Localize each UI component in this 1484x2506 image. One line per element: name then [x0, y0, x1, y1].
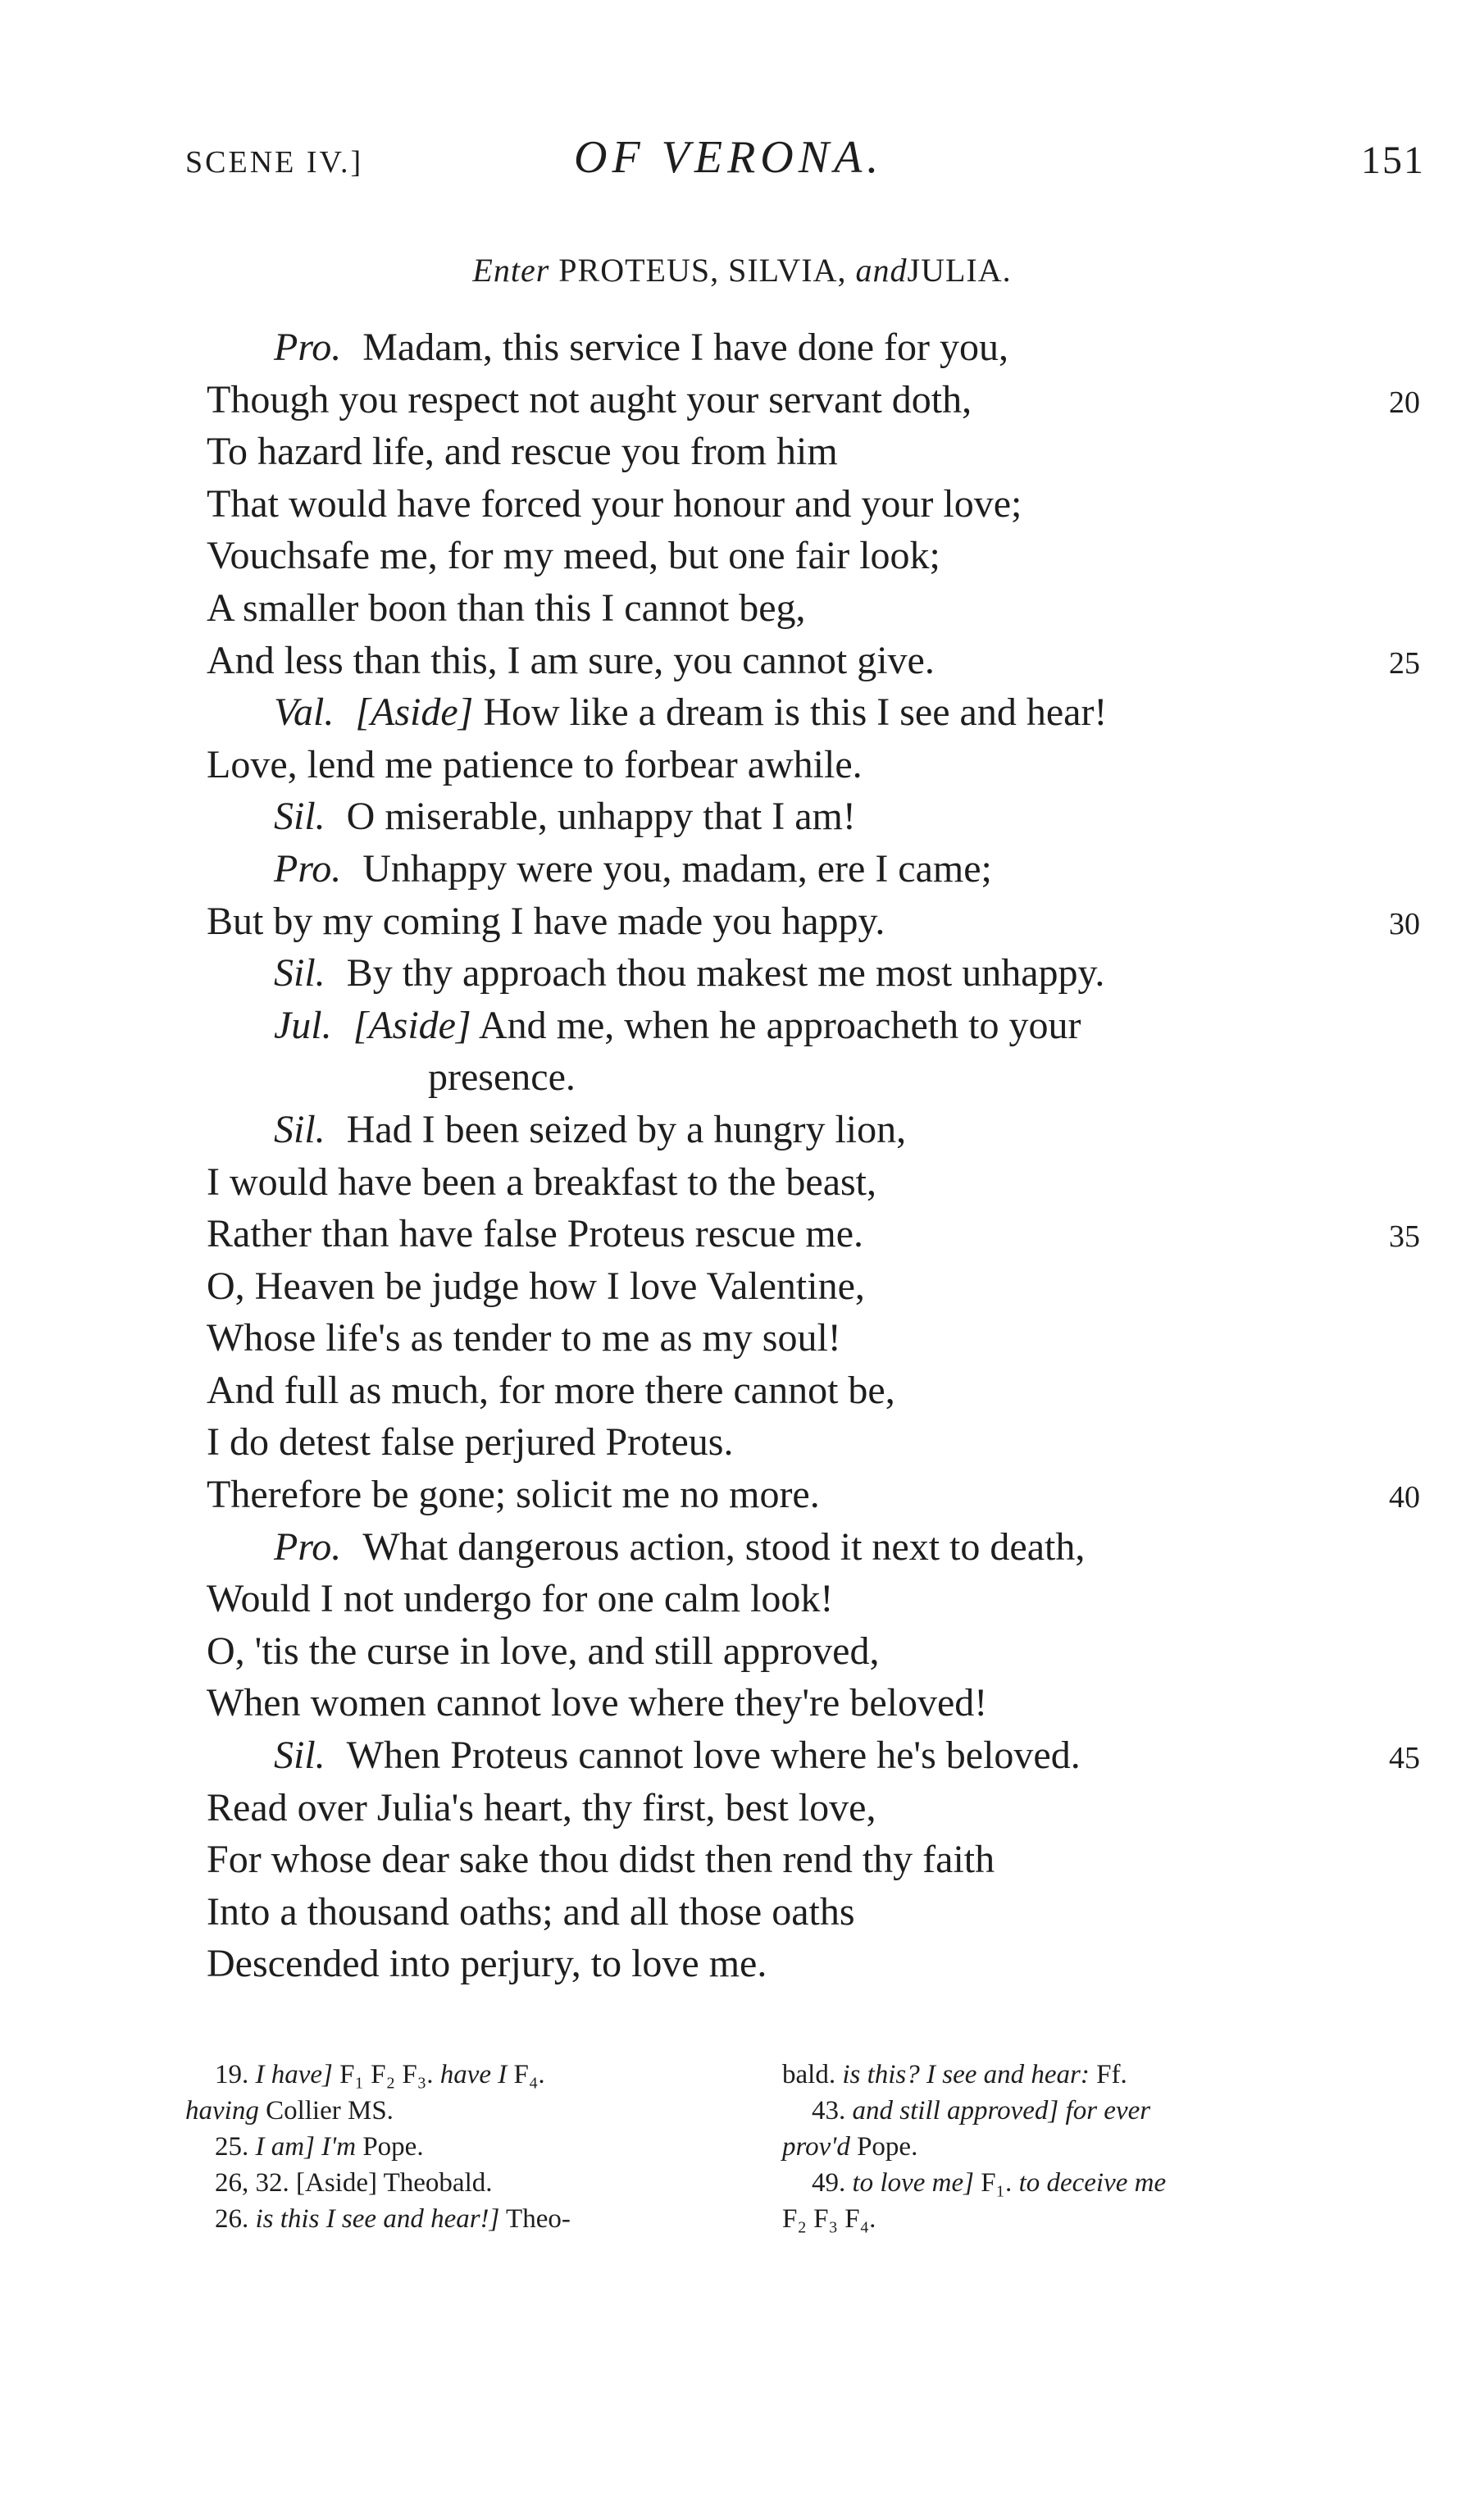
- stage-names: PROTEUS, SILVIA,: [558, 252, 847, 289]
- note-text: F₂ F₃ F₄.: [782, 2204, 876, 2234]
- verse-line: [207, 321, 1420, 374]
- verse-line: [207, 1416, 1420, 1469]
- verse-line: [207, 1156, 1420, 1209]
- note-number: 26.: [215, 2204, 249, 2234]
- verse-line: [207, 582, 1420, 635]
- note-line: [185, 2165, 751, 2201]
- speaker-name: Sil.: [274, 951, 325, 996]
- aside-direction: [Aside]: [353, 1003, 471, 1047]
- line-number: 40: [1389, 1480, 1420, 1515]
- verse-line: [207, 1000, 1420, 1052]
- line-text: When women cannot love where they're beloved!: [207, 1681, 988, 1725]
- speaker-name: Sil.: [274, 1734, 325, 1778]
- line-text: Though you respect not aught your servant doth,: [207, 377, 972, 421]
- line-text: Had I been seized by a hungry lion,: [346, 1107, 907, 1151]
- verse-line: [207, 374, 1420, 426]
- line-text: I do detest false perjured Proteus.: [207, 1420, 734, 1465]
- note-number: 49.: [812, 2168, 846, 2198]
- line-text: But by my coming I have made you happy.: [207, 899, 885, 943]
- note-italic: to deceive me: [1018, 2168, 1167, 2198]
- verse-line: [207, 1834, 1420, 1886]
- note-line: [782, 2129, 1348, 2165]
- note-text: [Aside] Theobald.: [296, 2168, 493, 2198]
- line-text: Love, lend me patience to forbear awhile.: [207, 742, 863, 786]
- note-line: [782, 2165, 1348, 2201]
- note-number: 26, 32.: [215, 2168, 289, 2198]
- speaker-name: Pro.: [274, 846, 342, 891]
- verse-line: [207, 1260, 1420, 1313]
- verse-line: [207, 635, 1420, 687]
- note-number: 25.: [215, 2132, 249, 2162]
- line-text: For whose dear sake thou didst then rend thy faith: [207, 1838, 995, 1882]
- verse-line: [207, 1886, 1420, 1939]
- line-text: And me, when he approacheth to your: [479, 1003, 1081, 1047]
- verse-text: [207, 321, 1420, 1990]
- line-text: Therefore be gone; solicit me no more.: [207, 1473, 820, 1517]
- verse-line: [207, 791, 1420, 843]
- stage-last-name: JULIA.: [907, 252, 1012, 289]
- verse-line: [207, 426, 1420, 478]
- note-lemma: is this I see and hear!]: [255, 2204, 500, 2234]
- running-head-scene: SCENE IV.]: [185, 145, 364, 180]
- line-text: Unhappy were you, madam, ere I came;: [362, 846, 992, 891]
- line-text: A smaller boon than this I cannot beg,: [207, 585, 806, 630]
- line-text: That would have forced your honour and your love;: [207, 481, 1022, 526]
- note-lemma: I have]: [255, 2060, 333, 2089]
- line-text: O, 'tis the curse in love, and still approved,: [207, 1629, 880, 1673]
- verse-line: [207, 1625, 1420, 1678]
- speaker-name: Pro.: [274, 326, 342, 369]
- verse-line: [207, 1521, 1420, 1574]
- line-number: 30: [1389, 906, 1420, 941]
- note-text: Pope.: [362, 2132, 424, 2162]
- stage-enter: Enter: [472, 252, 550, 289]
- speaker-name: Val.: [274, 690, 335, 735]
- line-text: Read over Julia's heart, thy first, best love,: [207, 1785, 876, 1829]
- aside-direction: [Aside]: [355, 690, 474, 735]
- line-text: And full as much, for more there cannot be,: [207, 1368, 895, 1412]
- note-line: [782, 2093, 1348, 2129]
- line-text: O miserable, unhappy that I am!: [346, 795, 856, 839]
- verse-line: [207, 1782, 1420, 1834]
- line-text: Vouchsafe me, for my meed, but one fair look;: [207, 534, 940, 578]
- note-line: [185, 2057, 751, 2093]
- note-number: 43.: [812, 2096, 846, 2126]
- note-text: Ff.: [1096, 2060, 1127, 2089]
- line-number: 45: [1389, 1741, 1420, 1776]
- verse-line: [207, 1573, 1420, 1625]
- note-italic: have I: [439, 2060, 508, 2089]
- line-text: What dangerous action, stood it next to death,: [362, 1524, 1086, 1569]
- note-lemma: to love me]: [852, 2168, 974, 2198]
- verse-line: [207, 1469, 1420, 1521]
- note-line: [185, 2093, 751, 2129]
- note-italic: prov'd: [782, 2132, 850, 2162]
- verse-line: [207, 1729, 1420, 1782]
- line-text: Descended into perjury, to love me.: [207, 1942, 767, 1986]
- verse-line: [207, 843, 1420, 895]
- note-number: 19.: [215, 2060, 249, 2089]
- note-text: F₁.: [981, 2168, 1013, 2198]
- note-lemma: is this? I see and hear:: [842, 2060, 1090, 2089]
- verse-line: [207, 530, 1420, 582]
- speaker-name: Pro.: [274, 1524, 342, 1569]
- note-text: bald.: [782, 2060, 836, 2089]
- line-text: Madam, this service I have done for you,: [362, 326, 1008, 369]
- note-text: Theo-: [506, 2204, 571, 2234]
- line-text: And less than this, I am sure, you cannot give.: [207, 638, 935, 682]
- verse-line: [207, 478, 1420, 531]
- note-line: [782, 2201, 1348, 2237]
- running-head-title: OF VERONA.: [574, 132, 884, 183]
- verse-line: [207, 1051, 1420, 1104]
- line-text: When Proteus cannot love where he's beloved.: [346, 1734, 1081, 1778]
- line-text: Would I not undergo for one calm look!: [207, 1577, 834, 1621]
- verse-line: [207, 1677, 1420, 1729]
- line-number: 35: [1389, 1219, 1420, 1255]
- line-text: Whose life's as tender to me as my soul!: [207, 1316, 841, 1360]
- line-text: By thy approach thou makest me most unhappy.: [346, 951, 1105, 996]
- note-lemma: and still approved]: [852, 2096, 1059, 2126]
- line-text: Rather than have false Proteus rescue me.: [207, 1212, 864, 1256]
- verse-line: [207, 739, 1420, 791]
- speaker-name: Jul.: [274, 1003, 332, 1047]
- note-line: [185, 2201, 751, 2237]
- line-text: O, Heaven be judge how I love Valentine,: [207, 1264, 865, 1308]
- verse-line: [207, 1104, 1420, 1156]
- notes-right-column: [782, 2057, 1348, 2237]
- note-italic: I'm: [321, 2132, 357, 2162]
- verse-line: [207, 1312, 1420, 1365]
- notes-left-column: [185, 2057, 751, 2237]
- line-number: 20: [1389, 385, 1420, 420]
- note-text: Collier MS.: [266, 2096, 394, 2126]
- line-number: 25: [1389, 645, 1420, 681]
- verse-line: [207, 947, 1420, 1000]
- speaker-name: Sil.: [274, 795, 325, 839]
- line-text: How like a dream is this I see and hear!: [483, 690, 1108, 735]
- verse-line: [207, 1938, 1420, 1990]
- note-italic: having: [185, 2096, 259, 2126]
- verse-line: [207, 1208, 1420, 1260]
- verse-line: [207, 686, 1420, 739]
- note-italic: for ever: [1065, 2096, 1151, 2126]
- line-text: I would have been a breakfast to the beast,: [207, 1160, 877, 1204]
- note-line: [782, 2057, 1348, 2093]
- line-text: Into a thousand oaths; and all those oaths: [207, 1889, 855, 1934]
- verse-line: [207, 1365, 1420, 1417]
- verse-line: [207, 895, 1420, 948]
- note-text: F₄.: [513, 2060, 545, 2089]
- line-text: presence.: [428, 1055, 576, 1100]
- stage-direction: [0, 251, 1484, 289]
- speaker-name: Sil.: [274, 1107, 325, 1151]
- note-text: F₁ F₂ F₃.: [339, 2060, 434, 2089]
- stage-and: and: [855, 252, 908, 289]
- note-text: Pope.: [857, 2132, 918, 2162]
- page-number: 151: [1361, 139, 1425, 182]
- note-lemma: I am]: [255, 2132, 315, 2162]
- note-line: [185, 2129, 751, 2165]
- line-text: To hazard life, and rescue you from him: [207, 430, 838, 474]
